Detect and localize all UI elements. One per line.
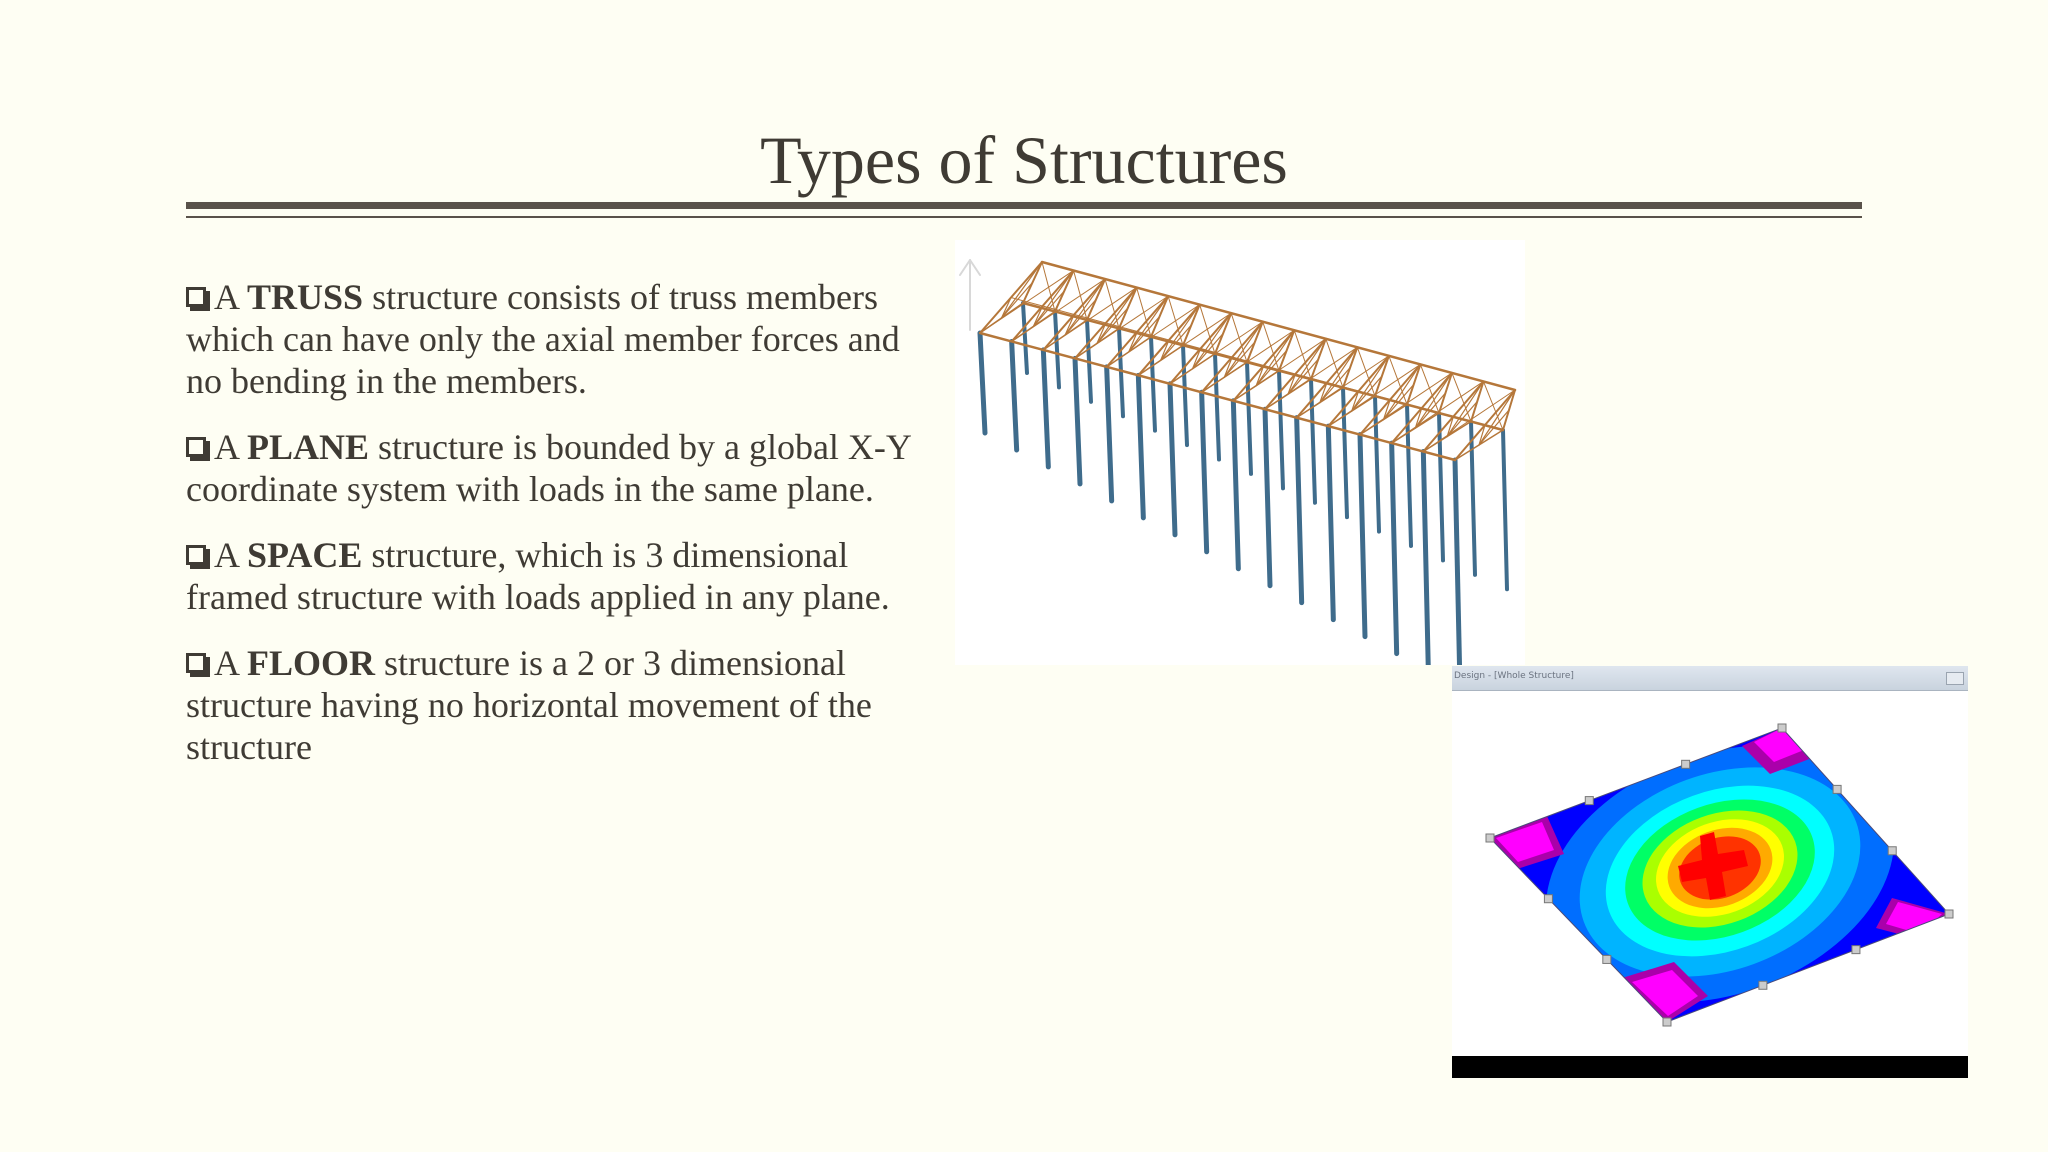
web-member: [1065, 279, 1105, 335]
plate-node: [1852, 946, 1860, 954]
column-far: [1503, 430, 1507, 589]
web-member: [1415, 373, 1452, 428]
bullet-list: [186, 276, 926, 792]
plate-node: [1759, 981, 1767, 989]
column-far: [1215, 354, 1219, 460]
plate-node: [1833, 785, 1841, 793]
column-far: [1183, 345, 1187, 445]
checkbox-bullet-icon: [186, 287, 206, 307]
plate-stress-contour-icon: [1452, 666, 1968, 1078]
keyword-truss: TRUSS: [247, 277, 364, 317]
column-near: [980, 333, 985, 433]
web-member: [1224, 322, 1262, 378]
column-near: [1423, 452, 1428, 665]
column-near: [1075, 358, 1080, 484]
web-member: [1479, 390, 1515, 445]
column-near: [1328, 426, 1333, 619]
plate-node: [1603, 955, 1611, 963]
plate-window-statusbar: [1452, 1056, 1968, 1078]
plate-node: [1544, 895, 1552, 903]
web-member: [1447, 381, 1483, 436]
web-member: [1320, 347, 1358, 402]
column-near: [1012, 341, 1017, 450]
web-member: [1384, 364, 1421, 419]
checkbox-bullet-icon: [186, 545, 206, 565]
column-near: [1170, 384, 1175, 535]
column-near: [1043, 350, 1048, 467]
plate-node: [1945, 910, 1953, 918]
floor-contour-image: [1452, 666, 1968, 1078]
column-far: [1247, 362, 1251, 474]
axis-arrow: [960, 260, 970, 275]
web-member: [1129, 296, 1168, 352]
title-underline-thin: [186, 216, 1862, 218]
title-underline-thick: [186, 202, 1862, 209]
column-far: [1055, 311, 1059, 387]
web-member: [1193, 313, 1232, 369]
plate-node: [1682, 760, 1690, 768]
bullet-truss: A TRUSS structure consists of truss members which can have only the axial member forces and no bending in the members.: [186, 277, 900, 401]
column-far: [1471, 422, 1475, 575]
checkbox-bullet-icon: [186, 437, 206, 457]
plate-node: [1888, 847, 1896, 855]
bullet-plane: A PLANE structure is bounded by a global X-Y coordinate system with loads in the same plane.: [186, 427, 911, 509]
web-member: [1288, 339, 1326, 394]
checkbox-bullet-icon: [186, 653, 206, 673]
axis-arrow: [970, 260, 980, 275]
keyword-plane: PLANE: [247, 427, 370, 467]
web-member: [1002, 283, 1033, 319]
column-near: [1233, 401, 1238, 569]
column-far: [1439, 413, 1443, 560]
column-near: [1265, 409, 1270, 586]
web-member: [1161, 305, 1200, 361]
plate-node: [1585, 797, 1593, 805]
plate-node: [1486, 834, 1494, 842]
plate-node: [1778, 724, 1786, 732]
column-near: [1107, 367, 1112, 501]
column-near: [1392, 443, 1397, 654]
column-near: [1297, 418, 1302, 603]
truss-structure-image: [955, 240, 1525, 665]
slide-title: Types of Structures: [760, 122, 1288, 198]
column-near: [1202, 392, 1207, 552]
bullet-floor: A FLOOR structure is a 2 or 3 dimensional structure having no horizontal movement of the structure: [186, 643, 872, 767]
web-member: [1097, 288, 1137, 344]
bullet-space: A SPACE structure, which is 3 dimensional framed structure with loads applied in any plane.: [186, 535, 890, 617]
web-member: [1352, 356, 1389, 411]
column-far: [1023, 303, 1027, 373]
plate-window-title: Design - [Whole Structure]: [1454, 671, 1574, 681]
column-near: [1455, 460, 1460, 665]
keyword-space: SPACE: [247, 535, 363, 575]
truss-frame-icon: [955, 240, 1525, 665]
column-far: [1151, 337, 1155, 431]
column-near: [1138, 375, 1143, 518]
plate-node: [1663, 1018, 1671, 1026]
web-member: [1256, 330, 1294, 385]
keyword-floor: FLOOR: [247, 643, 376, 683]
column-near: [1360, 435, 1365, 637]
